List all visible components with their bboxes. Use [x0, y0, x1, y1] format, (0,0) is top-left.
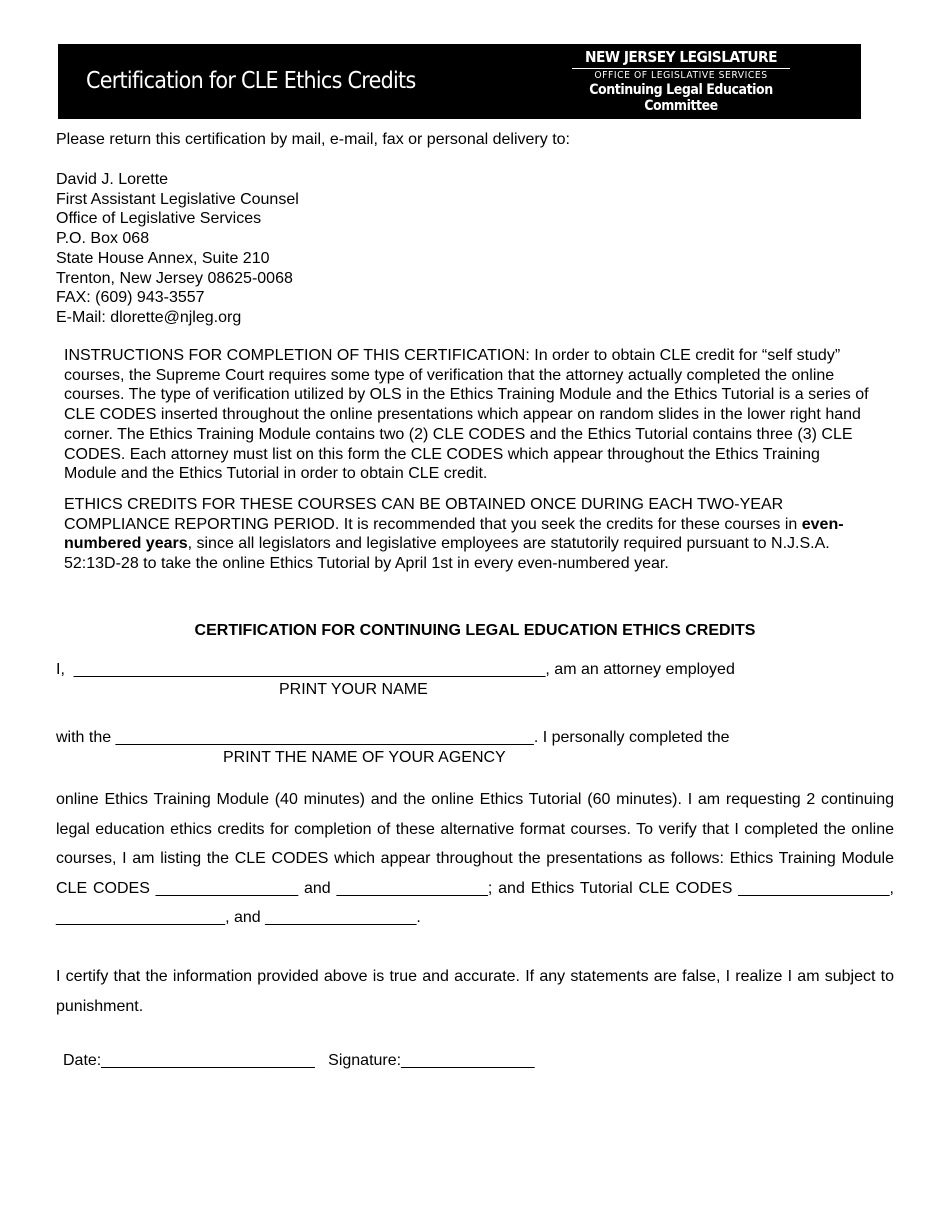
address-line: E-Mail: dlorette@njleg.org — [56, 308, 242, 326]
signature-field[interactable]: _______________ — [401, 1052, 535, 1069]
name-field[interactable]: _____________________________________________________ — [73, 661, 546, 678]
address-line: First Assistant Legislative Counsel — [56, 190, 299, 208]
name-line: I, _____________________________________________________, am an attorney employed — [56, 661, 735, 678]
document-title: Certification for CLE Ethics Credits — [86, 68, 416, 94]
instructions — [64, 346, 876, 585]
name-field-label: PRINT YOUR NAME — [279, 681, 428, 698]
return-instructions: Please return this certification by mail, e-mail, fax or personal delivery to: — [56, 131, 570, 148]
agency-line: with the _______________________________________________. I personally completed the — [56, 729, 730, 746]
emphasis-text: even-numbered years — [64, 515, 844, 553]
org-name: NEW JERSEY LEGISLATURE — [585, 48, 777, 66]
header-banner — [58, 44, 861, 119]
mailing-address — [56, 170, 299, 328]
date-signature-line: Date:________________________ Signature:_______________ — [63, 1052, 535, 1069]
address-line: P.O. Box 068 — [56, 230, 150, 248]
certification-statement: I certify that the information provided above is true and accurate. If any statements are false, I realize I am subject to punishment. — [56, 968, 894, 1015]
address-line: Trenton, New Jersey 08625-0068 — [56, 269, 293, 287]
agency-field[interactable]: _______________________________________________ — [115, 729, 534, 746]
org-office: OFFICE OF LEGISLATIVE SERVICES — [594, 70, 768, 81]
form-heading: CERTIFICATION FOR CONTINUING LEGAL EDUCATION ETHICS CREDITS — [194, 622, 756, 639]
cle-codes-paragraph: online Ethics Training Module (40 minutes) and the online Ethics Tutorial (60 minutes). I am requesting 2 continuing legal education ethics credits for completion of these alternative format courses. To verify that I completed the online courses, I am listing the CLE CODES which appear throughout the presentations as follows: Ethics Training Module CLE CODES ________________ and _________________; and Ethics Tutorial CLE CODES _________________, ___________________, and _________________. — [56, 791, 894, 926]
address-line: State House Annex, Suite 210 — [56, 249, 270, 267]
address-line: Office of Legislative Services — [56, 210, 262, 228]
date-field[interactable]: ________________________ — [101, 1052, 315, 1069]
org-committee: Continuing Legal Education Committee — [589, 82, 773, 114]
agency-field-label: PRINT THE NAME OF YOUR AGENCY — [223, 749, 506, 766]
address-line: David J. Lorette — [56, 171, 169, 188]
organization-block — [556, 48, 806, 114]
address-line: FAX: (609) 943-3557 — [56, 289, 205, 307]
instructions-paragraph: INSTRUCTIONS FOR COMPLETION OF THIS CERTIFICATION: In order to obtain CLE credit for “self study” courses, the Supreme Court requires some type of verification that the attorney actually completed the online courses. The type of verification utilized by OLS in the Ethics Training Module and the Ethics Tutorial is a series of CLE CODES inserted throughout the online presentations which appear on random slides in the lower right hand corner. The Ethics Training Module contains two (2) CLE CODES and the Ethics Tutorial contains three (3) CLE CODES. Each attorney must list on this form the CLE CODES which appear throughout the Ethics Training Module and the Ethics Tutorial in order to obtain CLE credit. — [64, 347, 869, 483]
org-divider — [572, 68, 790, 69]
ethics-credits-paragraph: ETHICS CREDITS FOR THESE COURSES CAN BE OBTAINED ONCE DURING EACH TWO-YEAR COMPLIANCE REPORTING PERIOD. It is recommended that you seek the credits for these courses in even-numbered years, since all legislators and legislative employees are statutorily required pursuant to N.J.S.A. 52:13D-28 to take the online Ethics Tutorial by April 1st in every even-numbered year. — [64, 495, 844, 573]
